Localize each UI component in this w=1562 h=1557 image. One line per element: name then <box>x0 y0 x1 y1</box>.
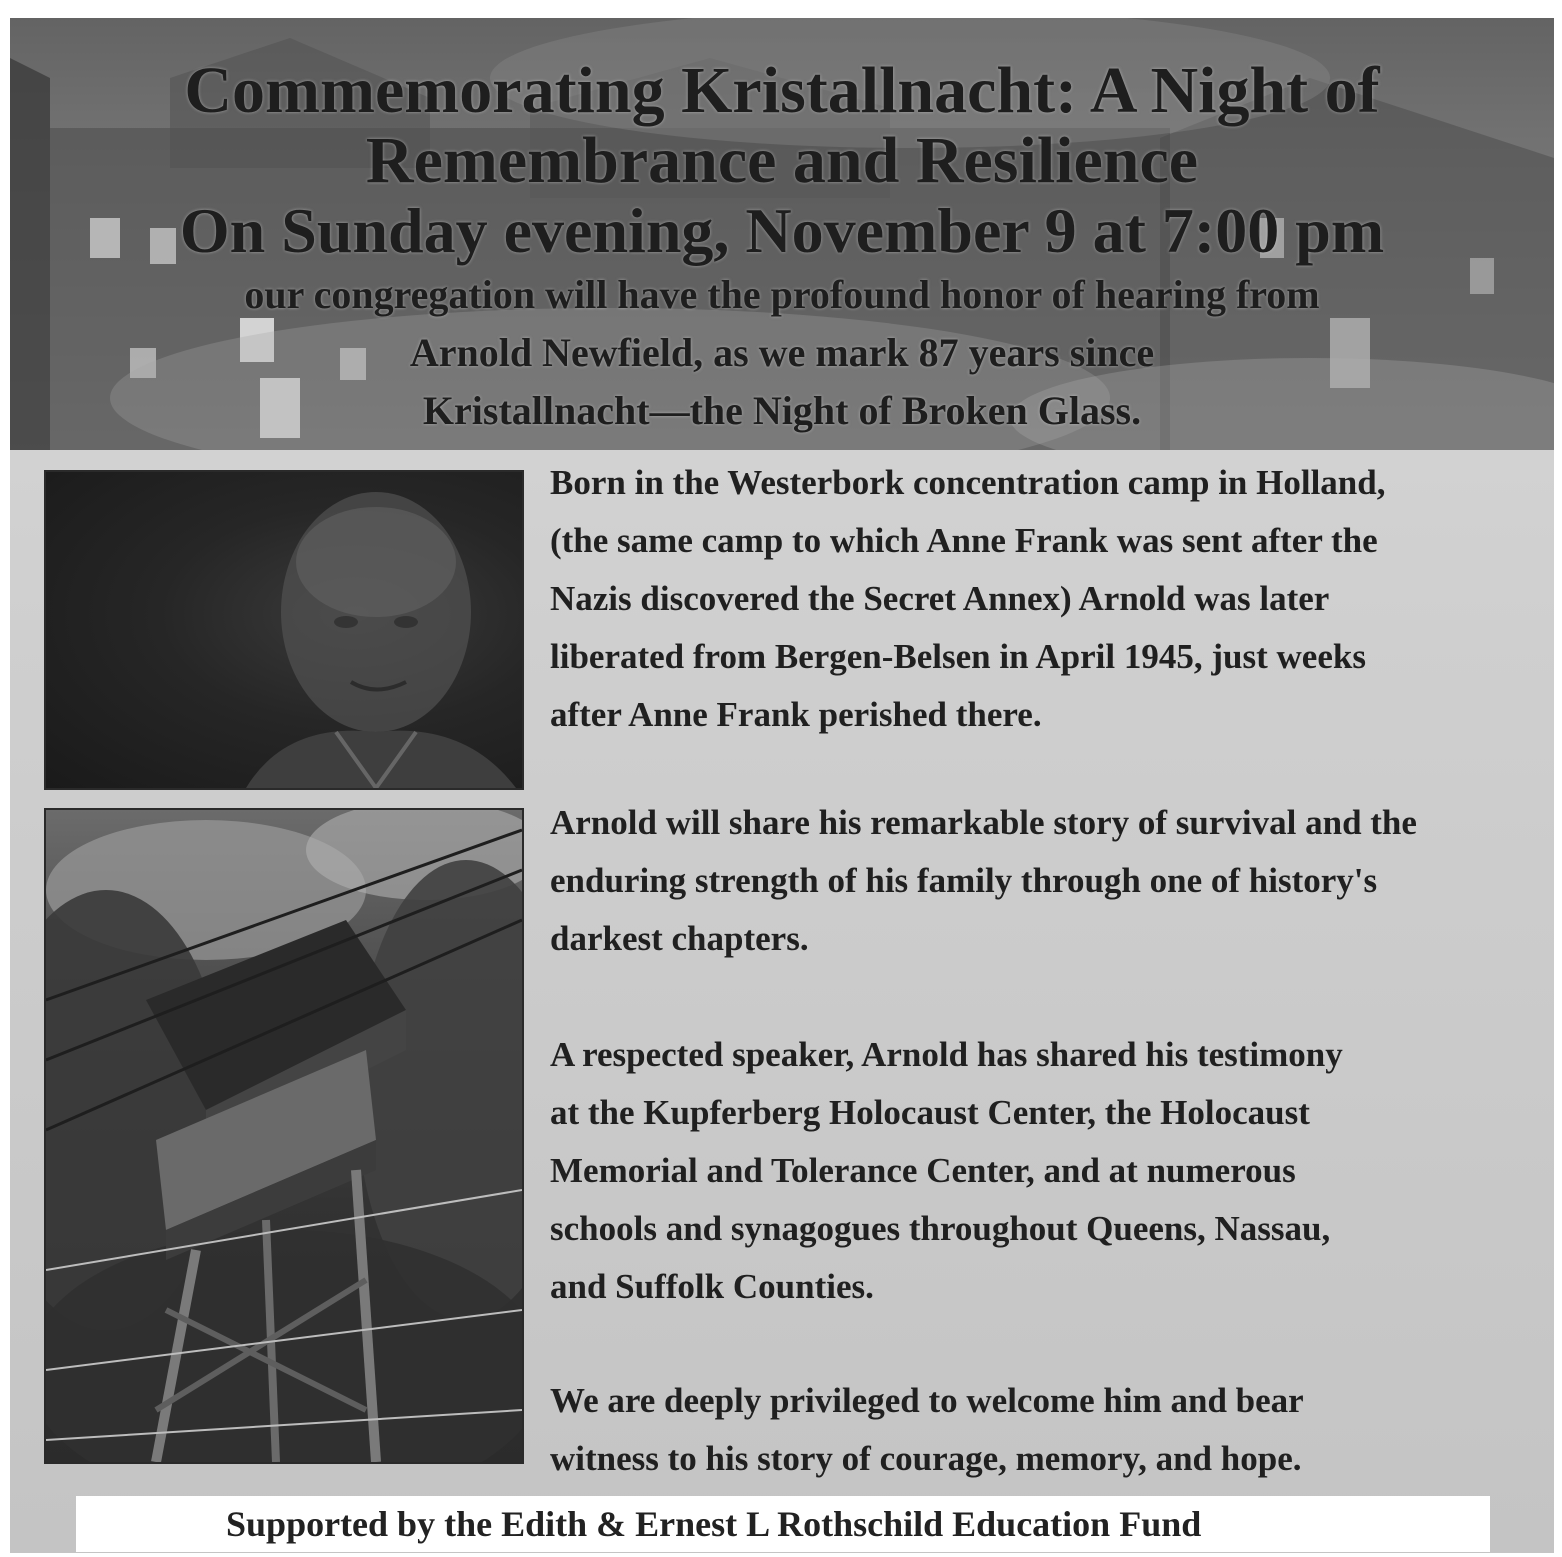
sponsor-footer: Supported by the Edith & Ernest L Rothschild Education Fund <box>76 1496 1490 1552</box>
header-banner <box>10 18 1554 450</box>
text-line: Memorial and Tolerance Center, and at numerous <box>550 1151 1296 1190</box>
text-line: after Anne Frank perished there. <box>550 695 1042 734</box>
text-line: at the Kupferberg Holocaust Center, the Holocaust <box>550 1093 1310 1132</box>
text-line: enduring strength of his family through one of history's <box>550 861 1378 900</box>
portrait-image <box>46 472 522 788</box>
text-line: We are deeply privileged to welcome him and bear <box>550 1381 1304 1420</box>
text-line: (the same camp to which Anne Frank was sent after the <box>550 521 1378 560</box>
text-line: and Suffolk Counties. <box>550 1267 874 1306</box>
title-line-1: Commemorating Kristallnacht: A Night of <box>184 54 1380 127</box>
text-line: liberated from Bergen-Belsen in April 1945, just weeks <box>550 637 1366 676</box>
intro-line-1: our congregation will have the profound honor of hearing from <box>244 272 1320 317</box>
speaker-portrait-photo <box>44 470 524 790</box>
paragraph-biography <box>550 454 1550 744</box>
header-text <box>10 18 1554 440</box>
event-intro <box>10 266 1554 440</box>
event-date: On Sunday evening, November 9 at 7:00 pm <box>179 195 1385 266</box>
paragraph-story <box>550 794 1550 968</box>
paragraph-welcome <box>550 1372 1550 1488</box>
text-line: schools and synagogues throughout Queens, Nassau, <box>550 1209 1331 1248</box>
flyer <box>10 18 1554 1553</box>
watchtower-photo <box>44 808 524 1464</box>
text-line: Arnold will share his remarkable story of survival and the <box>550 803 1417 842</box>
text-line: witness to his story of courage, memory, and hope. <box>550 1439 1302 1478</box>
title-line-2: Remembrance and Resilience <box>365 124 1199 197</box>
text-line: Born in the Westerbork concentration camp in Holland, <box>550 463 1386 502</box>
intro-line-2: Arnold Newfield, as we mark 87 years since <box>409 330 1155 375</box>
paragraph-speaker <box>550 1026 1550 1316</box>
event-title <box>10 56 1554 196</box>
text-line: A respected speaker, Arnold has shared his testimony <box>550 1035 1343 1074</box>
text-line: Nazis discovered the Secret Annex) Arnold was later <box>550 579 1330 618</box>
watchtower-image <box>46 810 522 1462</box>
intro-line-3: Kristallnacht—the Night of Broken Glass. <box>422 388 1142 433</box>
text-line: darkest chapters. <box>550 919 809 958</box>
